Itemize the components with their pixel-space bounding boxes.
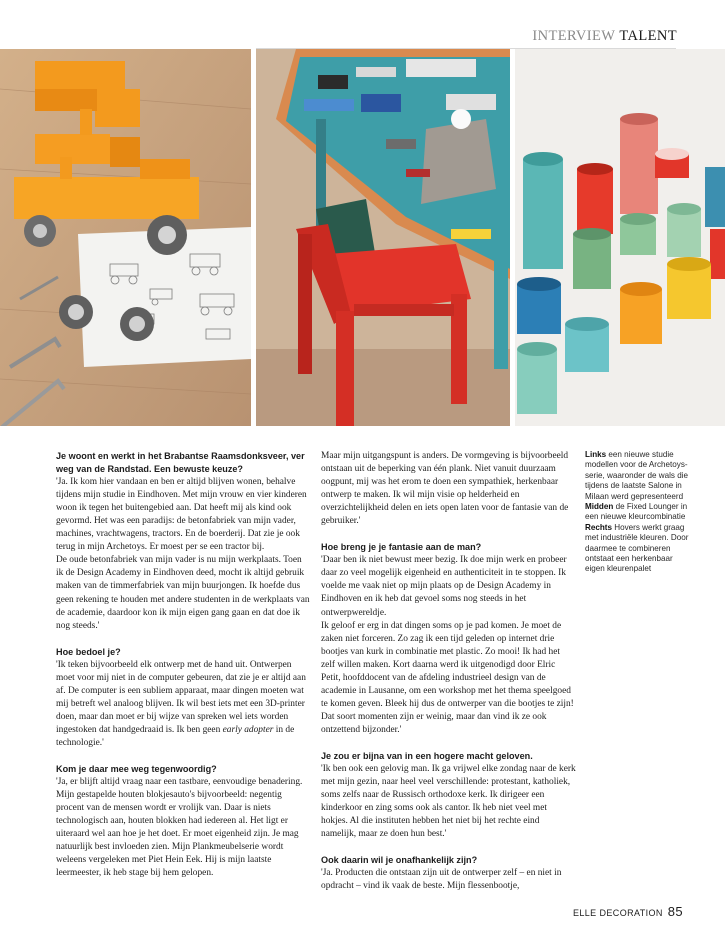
paragraph-gap xyxy=(321,737,576,750)
answer-paragraph: De oude betonfabriek van mijn vader is nu mijn werkplaats. Toen ik de Design Academy in Eindhoven deed, mocht ik altijd gebruik maken van de timmerfabriek van mijn buurjongen. Ik hoefde dus geen rekening te houden met andere studenten in de werkplaats van de academie, daardoor kon ik mijn eigen gang gaan en dat doe ik nog steeds.' xyxy=(56,555,310,631)
magazine-name: ELLE DECORATION xyxy=(572,908,663,918)
caption-left-label: Links xyxy=(585,450,607,459)
subsection-label: TALENT xyxy=(619,28,677,44)
article-column-2 xyxy=(321,450,576,893)
question-heading: Kom je daar mee weg tegenwoordig? xyxy=(56,764,217,775)
caption-middle-text: de Fixed Lounger in een nieuwe kleurcombinatie xyxy=(585,502,688,522)
caption-right-text: Hovers werkt graag met industriële kleuren. Door daarmee te combineren ontstaat een herkenbaar eigen kleurenpalet xyxy=(585,522,689,574)
answer-paragraph: Maar mijn uitgangspunt is anders. De vormgeving is bijvoorbeeld ontstaan uit de beperking van één plank. Niet vanuit duurzaam oogpunt, mij was het erom te doen een sympathiek, herkenbaar ontwerp te maken. Ik wil mijn visie op helderheid en overzichtelijkheid delen en iets open laten voor de fantasie van de gebruiker.' xyxy=(321,451,569,527)
answer-paragraph: 'Daar ben ik niet bewust meer bezig. Ik doe mijn werk en probeer daar zo veel mogelijk eigenheid en authenticiteit in te stoppen. Ik voelde me vaak niet op mijn plaats op de Design Academy in Eindhoven en ik heb dat gevoel soms nog steeds in het ontwerpwereldje. xyxy=(321,555,567,618)
answer-paragraph: 'Ik ben ook een gelovig man. Ik ga vrijwel elke zondag naar de kerk met mijn gezin, naar heel veel verschillende: protestant, katholiek, soms zelfs naar de Russisch orthodoxe kerk. Ik dirigeer een kinderkoor en zing soms ook als cantor. Ik heb niet veel met hokjes. Al die instituten hebben het niet bij het rechte eind namelijk, maar ze doen hun best.' xyxy=(321,764,576,840)
emphasis-text: early adopter xyxy=(222,724,274,735)
photo-toy-vehicles xyxy=(0,49,251,426)
section-label: INTERVIEW xyxy=(532,28,616,44)
question-heading: Je woont en werkt in het Brabantse Raamsdonksveer, ver weg van de Randstad. Een bewuste keuze? xyxy=(56,451,305,475)
answer-paragraph: 'Ja. Ik kom hier vandaan en ben er altijd blijven wonen, behalve tijdens mijn studie in Eindhoven. Met mijn vrouw en vier kinderen woon ik tegen het buitengebied aan. Dat heeft mij als kind ook gevormd. Het was een paradijs: de betonfabriek van mijn vader, machines, vrachtwagens, tractors. En de boerderij. Dat zie je ook terug in mijn Archetoys. Er moest per se een tractor bij. xyxy=(56,477,307,553)
photo-chair-table xyxy=(256,49,510,426)
answer-paragraph: 'Ja, er blijft altijd vraag naar een tastbare, eenvoudige benadering. Mijn gestapelde houten blokjesauto's bijvoorbeeld: negentig procent van de mensen wordt er vrolijk van. Daar is niets technologisch aan, houten blokken had iedereen al. Het ligt er uiteraard wel aan hoe je het doet. Er moet eigenheid zijn. Je mag natuurlijk best invloeden zien. Mijn Plankmeubelserie wordt weleens vergeleken met Piet Hein Eek. Hij is mijn laatste leermeester, ik heb stage bij hem gelopen. xyxy=(56,777,303,879)
question-heading: Ook daarin wil je onafhankelijk zijn? xyxy=(321,855,478,866)
question-heading: Hoe breng je je fantasie aan de man? xyxy=(321,542,482,553)
photo-caption xyxy=(585,450,693,575)
paragraph-gap xyxy=(321,841,576,854)
question-heading: Je zou er bijna van in een hogere macht geloven. xyxy=(321,750,533,761)
caption-middle-label: Midden xyxy=(585,502,614,512)
answer-text: 'Ik teken bijvoorbeeld elk ontwerp met de hand uit. Ontwerpen moet voor mij niet in de computer gebeuren, dat zie je er altijd aan af. De computer is een subliem apparaat, maar dingen moeten wat mij betreft wel analoog blijven. Ik wil best iets met een 3D-printer doen, maar dan moet er bij wijze van spreken wel iets worden ingestoken dat handgedraaid is. Ik ben geen xyxy=(56,659,306,735)
page-footer xyxy=(573,904,683,919)
caption-left-text: een nieuwe studie modellen voor de Archetoys-serie, waaronder de wals die tijdens de laatste Salone in Milaan werd gepresenteerd xyxy=(585,450,689,501)
answer-paragraph xyxy=(56,659,311,750)
answer-paragraph: Ik geloof er erg in dat dingen soms op je pad komen. Je moet de zaken niet forceren. Zo zag ik een tijd geleden op internet drie bootjes van kurk in combinatie met plastic. Zo mooi! Ik had het zelf willen maken. Kort daarna werd ik uitgenodigd door Elric Petit, hoofddocent van de afdeling industrieel design van de academie in Lausanne, om een workshop met het thema speelgoed te komen geven. Bleek hij dus de ontwerper van die bootjes te zijn! Dat soort momenten zijn er weinig, maar dan vind ik ze ook ontzettend bijzonder.' xyxy=(321,620,574,735)
answer-text-end: in de technologie.' xyxy=(56,724,295,748)
paragraph-gap xyxy=(321,528,576,541)
article-column-1 xyxy=(56,450,311,880)
section-header xyxy=(532,28,677,45)
question-heading: Hoe bedoel je? xyxy=(56,646,121,657)
page-number: 85 xyxy=(667,904,683,919)
paragraph-gap xyxy=(56,750,311,763)
answer-paragraph: 'Ja. Producten die ontstaan zijn uit de ontwerper zelf – en niet in opdracht – vind ik vaak de beste. Mijn flessenbootje, xyxy=(321,868,562,892)
photo-coloured-cylinders xyxy=(515,49,725,426)
caption-right-label: Rechts xyxy=(585,522,612,532)
paragraph-gap xyxy=(56,633,311,646)
